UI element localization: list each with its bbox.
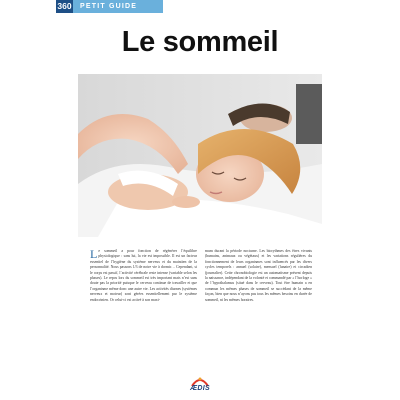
sleeping-woman-photo xyxy=(78,74,322,237)
dropcap: L xyxy=(90,249,98,261)
column-2-text: mum durant la période nocturne. Les biorythmes des êtres vivants (humains, animaux ou végétaux) et les variations régulières du fonctionnement de leurs organismes sont influencés par les divers cycles temporels : annuel (solaire), mensuel (lunaire) et circadien (journalier). Cette chronobiologie est un automatisme présent depuis la naissance, indépendant de la volonté et commandé par « l’horloge » de l’hypothalamus (situé dans le cerveau). Tout être humain a en commun les mêmes phases de sommeil se succédant de la même façon, bien que nous n’ayons pas tous les mêmes besoins en durée de sommeil, ni les mêmes horaires. xyxy=(205,249,312,302)
body-text xyxy=(90,249,312,369)
column-1-text: e sommeil a pour fonction de régénérer l’équilibre physiologique : sans lui, la vie est impossible. Il est un facteur essentiel de l’hygiène du système nerveux et du maintien de la personnalité. Nous passons 1/3 de notre vie à dormir… Cependant, si le corps est passif, l’activité cérébrale reste intense (variable selon les phases). Le repos lors du sommeil est très important mais n’est sans doute pas la priorité puisque le cerveau continue de travailler et que l’organisme même donc une autre vie. Les activités diurnes (systèmes nerveux et moteur) sont gérées essentiellement par le système endocrinien. Or celui-ci est activé à son maxi- xyxy=(90,249,197,302)
text-column-2 xyxy=(205,249,312,369)
publisher-name: ÆDIS xyxy=(190,385,210,392)
series-number: 360 xyxy=(57,1,72,11)
cover-photo xyxy=(78,74,322,237)
series-label: PETIT GUIDE xyxy=(80,3,138,10)
text-column-1 xyxy=(90,249,197,369)
page-title: Le sommeil xyxy=(121,26,279,58)
publisher-logo xyxy=(182,375,218,395)
